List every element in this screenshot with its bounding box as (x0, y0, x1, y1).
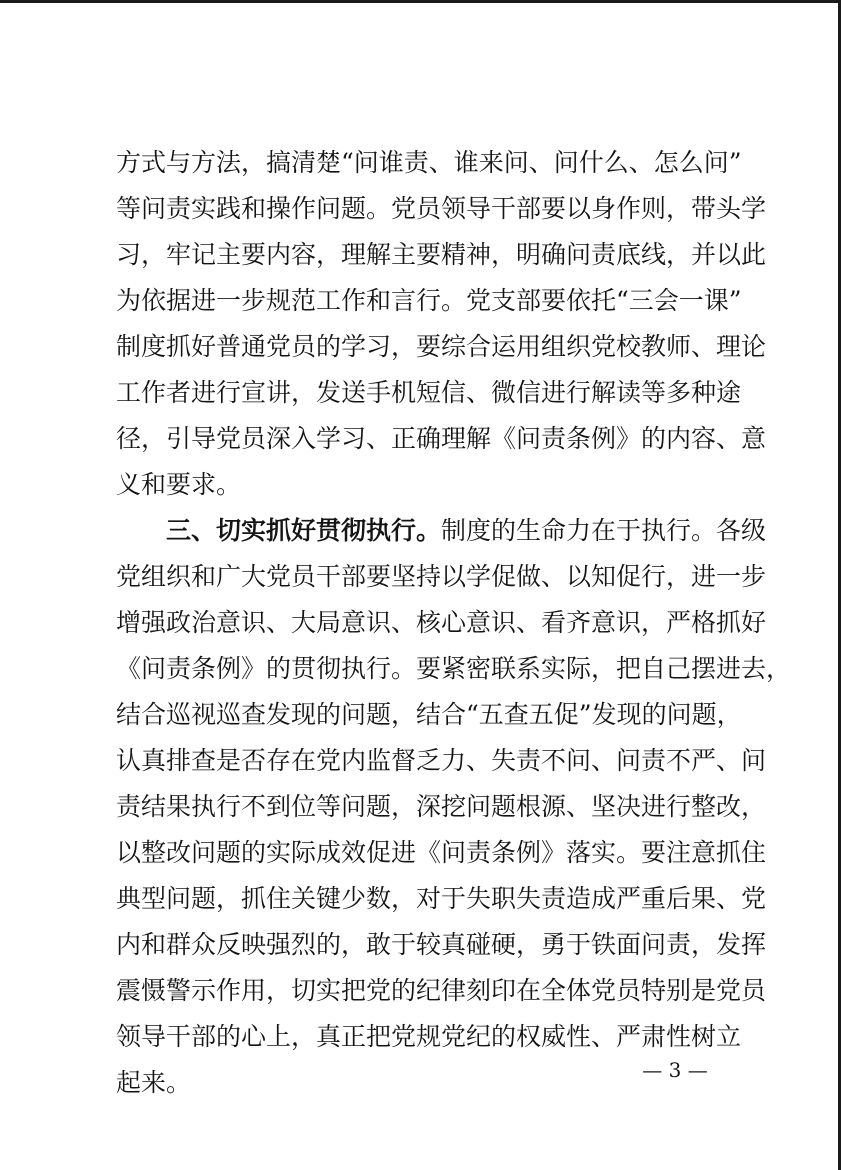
paragraph-line: 党组织和广大党员干部要坚持以学促做、以知促行，进一步 (116, 562, 767, 591)
paragraph-line: 震慑警示作用，切实把党的纪律刻印在全体党员特别是党员 (116, 976, 767, 1005)
paragraph-line: 增强政治意识、大局意识、核心意识、看齐意识，严格抓好 (116, 608, 767, 637)
paragraph-line: 方式与方法，搞清楚“问谁责、谁来问、问什么、怎么问” (116, 148, 742, 177)
paragraph-line: 义和要求。 (116, 470, 242, 499)
paragraph-line: 等问责实践和操作问题。党员领导干部要以身作则，带头学 (116, 194, 767, 223)
paragraph-line: 典型问题，抓住关键少数，对于失职失责造成严重后果、党 (116, 884, 767, 913)
paragraph-line: 结合巡视巡查发现的问题，结合“五查五促”发现的问题， (116, 700, 742, 729)
section-heading-rest: 制度的生命力在于执行。各级 (441, 516, 767, 545)
paragraph-line: 径，引导党员深入学习、正确理解《问责条例》的内容、意 (116, 424, 767, 453)
page-number: — 3 — (642, 1058, 708, 1082)
paragraph-line: 制度抓好普通党员的学习，要综合运用组织党校教师、理论 (116, 332, 767, 361)
paragraph-line: 习，牢记主要内容，理解主要精神，明确问责底线，并以此 (116, 240, 767, 269)
paragraph-line: 为依据进一步规范工作和言行。党支部要依托“三会一课” (116, 286, 742, 315)
section-heading-line (166, 509, 767, 553)
paragraph-line: 以整改问题的实际成效促进《问责条例》落实。要注意抓住 (116, 838, 767, 867)
paragraph-line: 责结果执行不到位等问题，深挖问题根源、坚决进行整改， (116, 792, 767, 821)
section-heading: 三、切实抓好贯彻执行。 (166, 516, 442, 545)
paragraph-line: 《问责条例》的贯彻执行。要紧密联系实际，把自己摆进去， (116, 654, 792, 683)
paragraph-line: 内和群众反映强烈的，敢于较真碰硬，勇于铁面问责，发挥 (116, 930, 767, 959)
paragraph-line: 工作者进行宣讲，发送手机短信、微信进行解读等多种途 (116, 378, 742, 407)
paragraph-line: 认真排查是否存在党内监督乏力、失责不问、问责不严、问 (116, 746, 767, 775)
paragraph-line: 领导干部的心上，真正把党规党纪的权威性、严肃性树立 (116, 1022, 742, 1051)
paragraph-line: 起来。 (116, 1068, 192, 1097)
